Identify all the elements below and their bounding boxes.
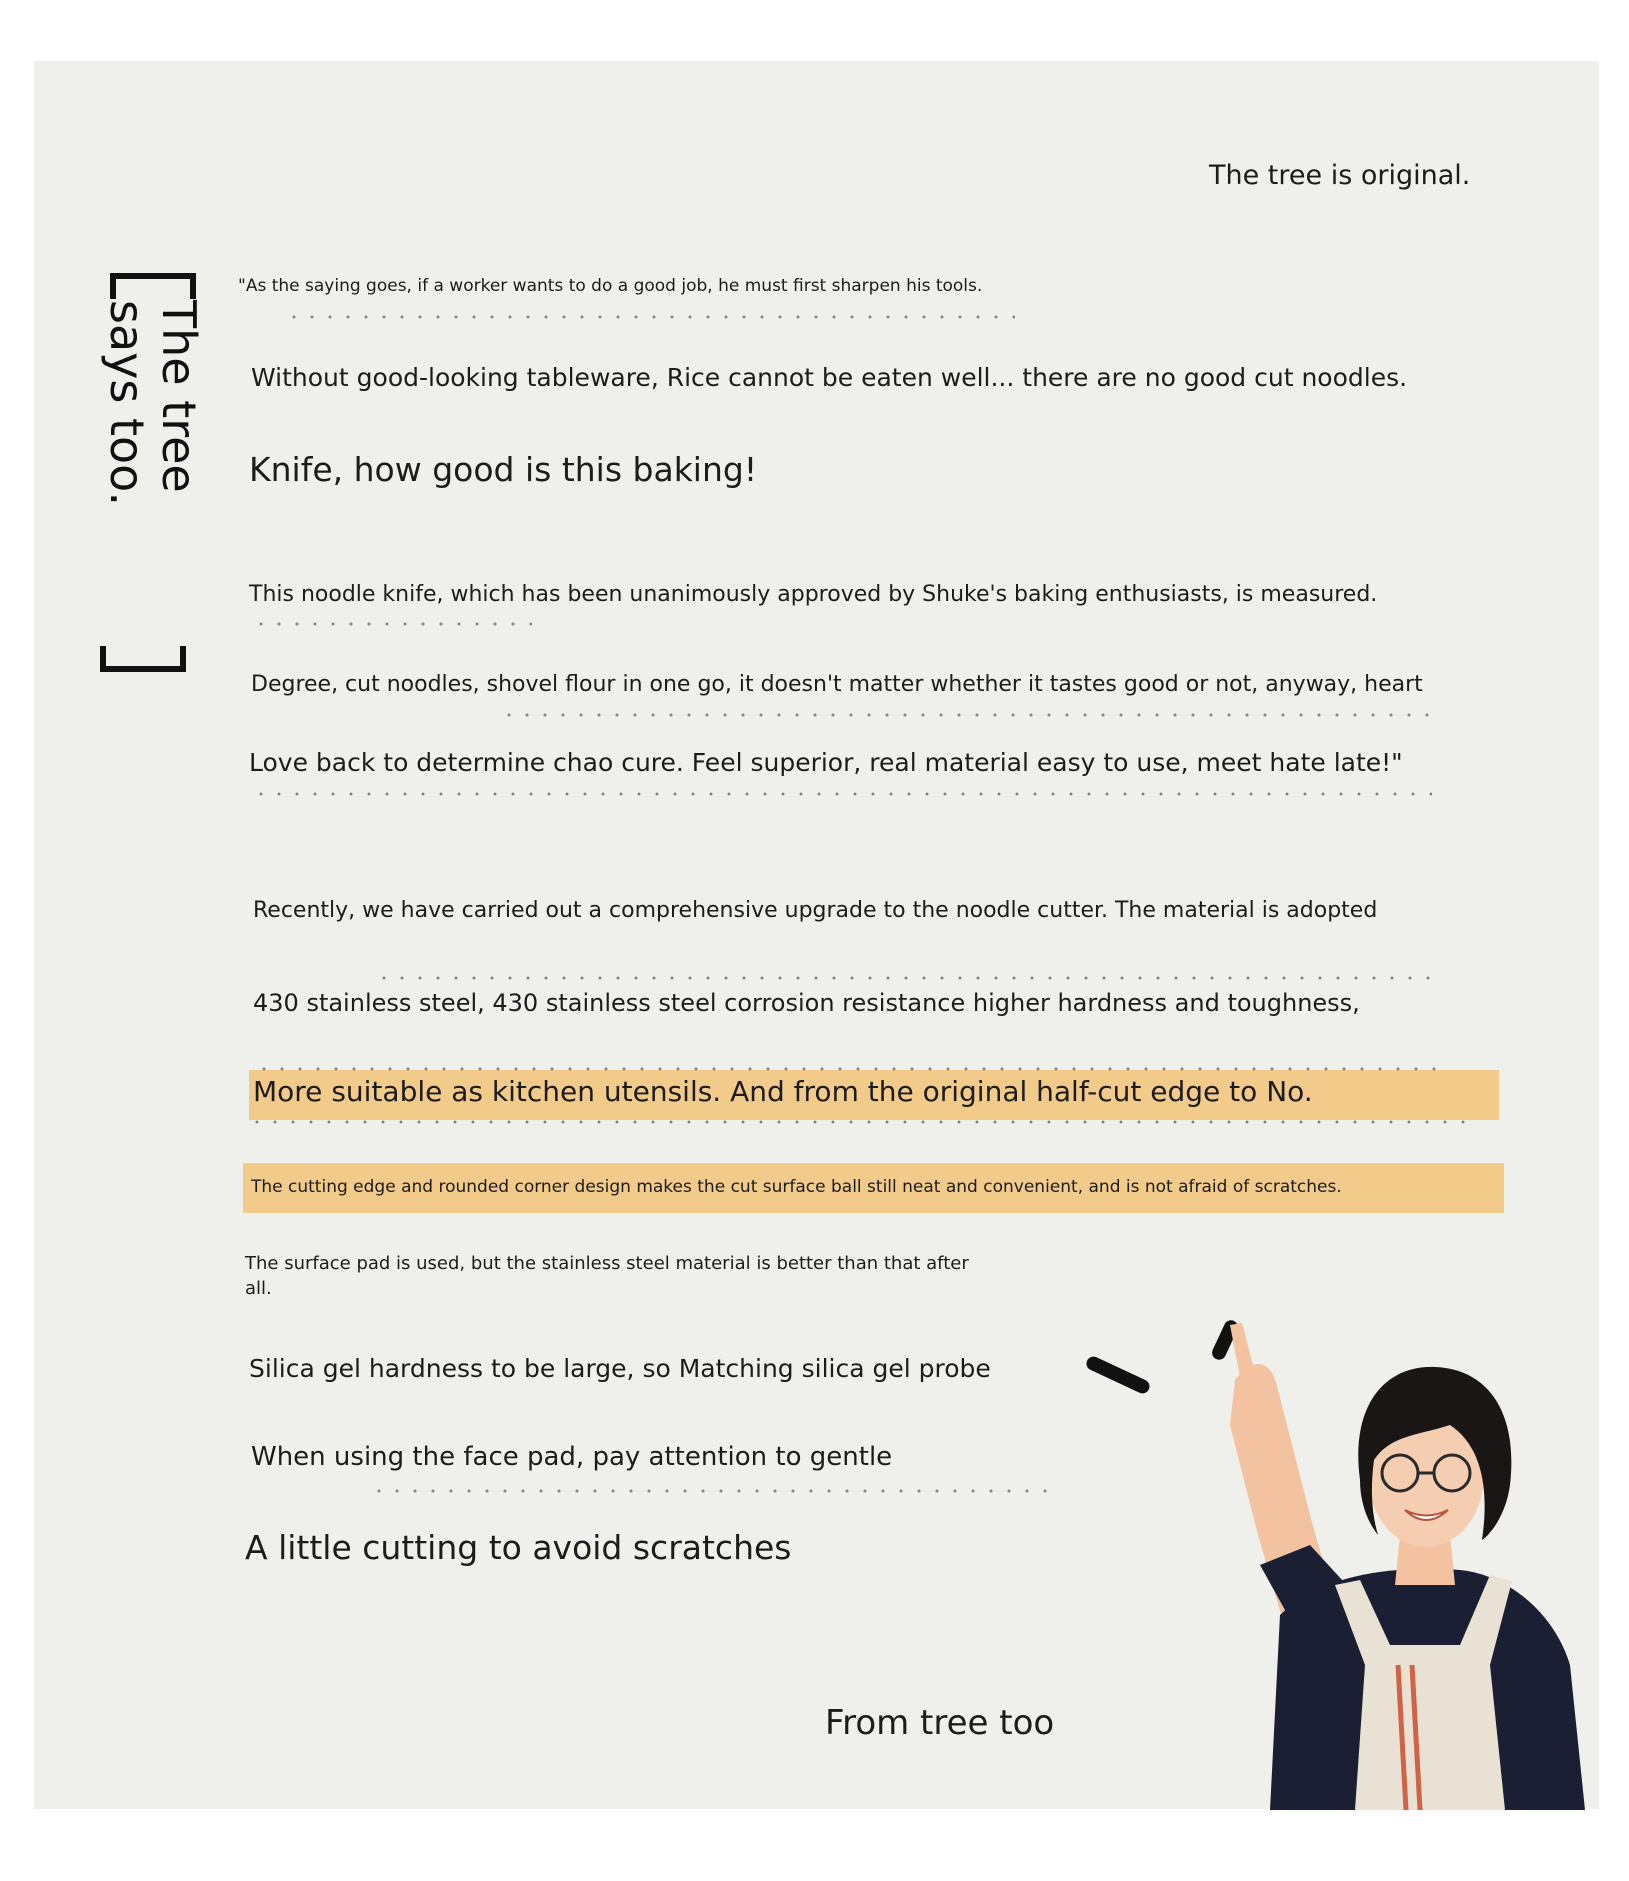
closing-text: From tree too [825,1703,1055,1743]
faint-residue-2 [252,622,532,626]
faint-residue-1 [285,315,1015,319]
body-line-13: A little cutting to avoid scratches [245,1528,792,1567]
body-line-10a: The surface pad is used, but the stainless steel material is better than that after [245,1253,969,1274]
body-line-2: Knife, how good is this baking! [249,450,758,489]
body-line-8: More suitable as kitchen utensils. And from the original half-cut edge to No. [253,1075,1313,1108]
faint-residue-3 [500,713,1440,717]
body-line-3: This noodle knife, which has been unanimously approved by Shuke's baking enthusiasts, is measured. [249,582,1378,607]
side-title-text: The tree says too. [100,300,206,507]
faint-residue-5 [375,976,1435,980]
corner-bracket-top [110,273,196,299]
body-line-4: Degree, cut noodles, shovel flour in one go, it doesn't matter whether it tastes good or not, anyway, heart [251,672,1423,697]
body-line-5: Love back to determine chao cure. Feel superior, real material easy to use, meet hate late!" [249,748,1403,777]
signature-text: The tree is original. [1209,160,1471,191]
body-line-10b: all. [245,1278,272,1299]
faint-residue-6 [255,1067,1445,1071]
presenter-photo [1160,1285,1590,1810]
faint-residue-7 [248,1120,1478,1124]
faint-residue-9 [370,1489,1050,1493]
body-line-1: Without good-looking tableware, Rice cannot be eaten well... there are no good cut noodles. [251,363,1408,392]
body-line-12: When using the face pad, pay attention to gentle [251,1442,893,1472]
side-title [95,300,206,600]
quote-intro: "As the saying goes, if a worker wants to do a good job, he must first sharpen his tools. [238,276,983,296]
corner-bracket-bottom [100,646,186,672]
body-line-9: The cutting edge and rounded corner design makes the cut surface ball still neat and convenient, and is not afraid of scratches. [251,1177,1342,1197]
faint-residue-4 [252,792,1432,796]
body-line-7: 430 stainless steel, 430 stainless steel corrosion resistance higher hardness and toughness, [253,989,1360,1017]
body-line-11: Silica gel hardness to be large, so Matching silica gel probe [249,1354,991,1383]
body-line-6: Recently, we have carried out a comprehensive upgrade to the noodle cutter. The material is adopted [253,898,1378,923]
